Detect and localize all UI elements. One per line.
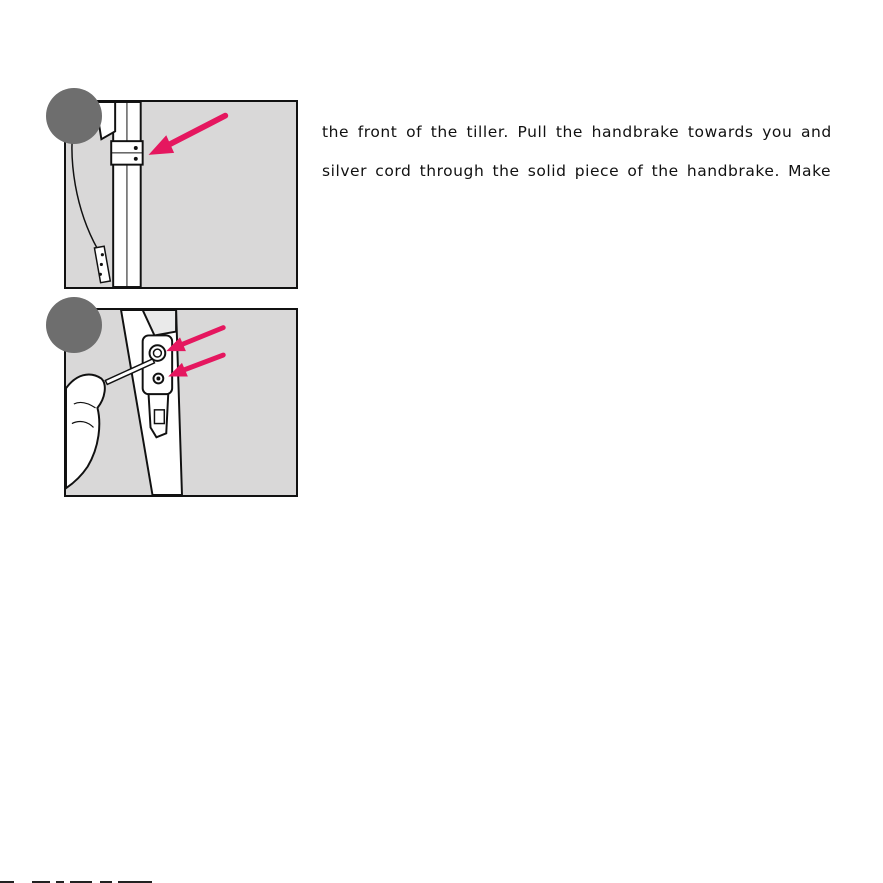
cropped-footer-marks xyxy=(0,879,160,883)
handbrake-bolt-drawing xyxy=(66,310,296,495)
instruction-text-line-2: silver cord through the solid piece of the handbrake. Make xyxy=(322,162,832,180)
arrow-icon xyxy=(149,116,226,155)
tiller-cable-drawing xyxy=(66,102,296,287)
step-2-badge xyxy=(46,297,102,353)
instruction-text-line-1: the front of the tiller. Pull the handbrake towards you and xyxy=(322,123,832,141)
step-1-badge xyxy=(46,88,102,144)
